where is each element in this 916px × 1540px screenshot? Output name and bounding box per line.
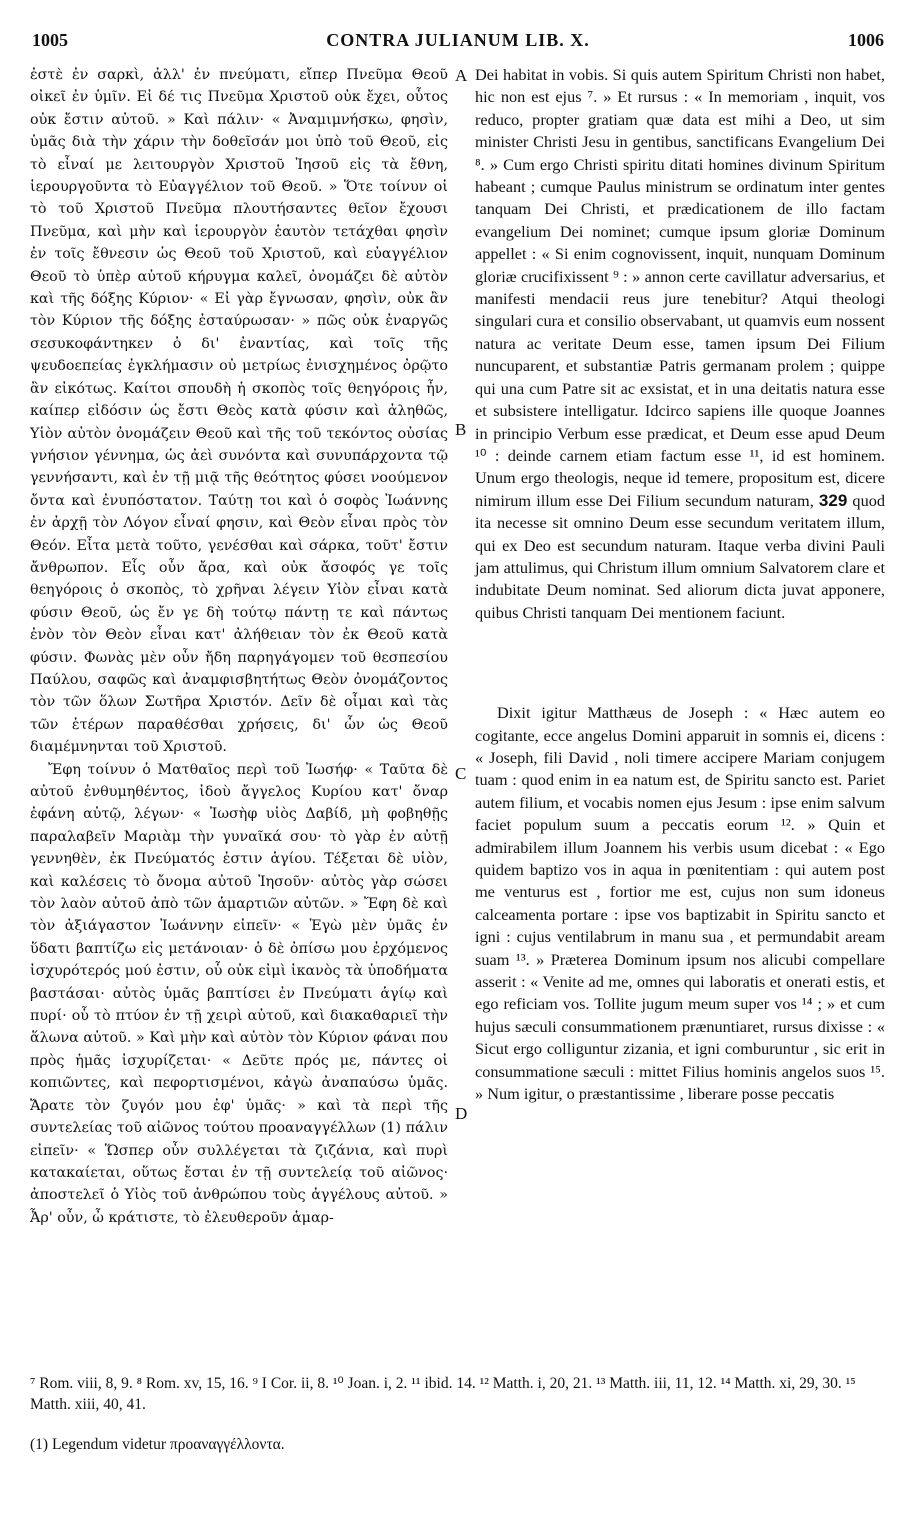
running-title: CONTRA JULIANUM LIB. X. — [326, 30, 590, 50]
latin-paragraph-1-part-b: quod ita necesse sit omnino Deum esse secundum veritatem illum, qui ex Deo est secundum naturam. Itaque verba divini Pauli jam attulimus, qui Christum illum omnium Salvatorem clare et indubitate Deum nominat. Sed aliorum dicta juvat apponere, quibus Christi tanquam Dei mentionem faciunt. — [475, 490, 885, 622]
margin-letter-b: B — [455, 420, 467, 439]
edition-page-number: 329 — [818, 490, 848, 510]
latin-paragraph-2: Dixit igitur Matthæus de Joseph : « Hæc autem eo cogitante, ecce angelus Domini apparuit in somnis ei, dicens : « Joseph, fili David , noli timere accipere Mariam conjugem tuam : quod enim in ea natum est, de Spiritu sancto est. Pariet autem filium, et vocabis nomen ejus Jesum : ipse enim salvum faciet populum suum a peccatis eorum ¹². » Quin et admirabilem illum Joannem his verbis usum dicebat : « Ego quidem baptizo vos in aqua in pœnitentiam : qui autem post me venturus est , fortior me est, cujus non sum idoneus calceamenta portare : ipse vos baptizabit in Spiritu sancto et igni : cujus ventilabrum in manu sua , et permundabit aream suam ¹³. » Præterea Dominum ipsum nos alicubi compellare asserit : « Venite ad me, omnes qui laboratis et onerati estis, et ego reficiam vos. Tollite jugum meum super vos ¹⁴ ; » et cum hujus sæculi consummationem prænuntiaret, rursus dixisse : « Sicut ergo colliguntur zizania, et igni comburuntur , sic erit in consummatione sæculi : mittet Filius hominis angelos suos ¹⁵. » Num igitur, o præstantissime , liberare posse peccatis — [475, 703, 885, 1104]
footnote-references: ⁷ Rom. viii, 8, 9. ⁸ Rom. xv, 15, 16. ⁹ I Cor. ii, 8. ¹⁰ Joan. i, 2. ¹¹ ibid. 14. ¹² Matth. i, 20, 21. ¹³ Matth. iii, 11, 12. ¹⁴ Matth. xi, 29, 30. ¹⁵ Matth. xiii, 40, 41. — [30, 1375, 856, 1413]
margin-letter-c: C — [455, 764, 467, 783]
latin-paragraph-1-part-a: Dei habitat in vobis. Si quis autem Spiritum Christi non habet, hic non est ejus ⁷. » Et rursus : « In memoriam , inquit, vos reduco, propter gratiam quæ data est mihi a Deo, ut sim minister Christi Jesu in gentibus, sanctificans Evangelium Dei ⁸. » Cum ergo Christi spiritu ditati homines divinum Spiritum habeant ; cumque Paulus ministrum se ordinatum inter gentes tanquam Dei Christi, et prædicationem de illo factam evangelium Dei nominet; cumque ipsum gloriæ Dominum appellet : « Si enim cognovissent, inquit, nunquam Dominum gloriæ crucifixissent ⁹ : » annon certe cavillatur adversarius, et manifesti mendacii reus jure tenebitur? Atqui theologi singulari cura et consilio observabant, ut quamvis eum nossent natura ac veritate Deum esse, tamen ipsum Dei Filium nuncuparent, et substantiæ Patris germanam prolem ; quippe qui una cum Patre sit ac exsistat, et in una deitatis natura esse et subsistere intelligatur. Idcirco sapiens ille quoque Joannes in principio Verbum esse prædicat, et Deum esse apud Deum ¹⁰ : deinde carnem etiam factum esse ¹¹, id est hominem. Unum ergo theologis, neque id temere, propositum est, dicere nimirum illum esse Dei Filium secundum naturam, — [475, 65, 885, 510]
page-number-left: 1005 — [32, 30, 68, 50]
greek-paragraph-1: ἐστὲ ἐν σαρκὶ, ἀλλ' ἐν πνεύματι, εἴπερ Πνεῦμα Θεοῦ οἰκεῖ ἐν ὑμῖν. Εἰ δέ τις Πνεῦμα Χριστοῦ οὐκ ἔχει, οὗτος οὐκ ἔστιν αὐτοῦ. » Καὶ πάλιν· « Ἀναμιμνήσκω, φησὶν, ὑμᾶς διὰ τὴν χάριν τὴν δοθεῖσάν μοι ὑπὸ τοῦ Θεοῦ, εἰς τὸ εἶναί με λειτουργὸν Χριστοῦ Ἰησοῦ εἰς τὰ ἔθνη, ἱερουργοῦντα τὸ Εὐαγγέλιον τοῦ Θεοῦ. » Ὅτε τοίνυν οἱ τὸ τοῦ Χριστοῦ Πνεῦμα πλουτήσαντες θεῖον ἔχουσι Πνεῦμα, καὶ μὴν καὶ ἱερουργὸν ἑαυτὸν τετάχθαι φησὶν ἐν τοῖς ἔθνεσιν ὡς Θεοῦ τοῦ Χριστοῦ, καὶ εὐαγγέλιον Θεοῦ τὸ ὑπὲρ αὐτοῦ κήρυγμα καλεῖ, ὀνομάζει δὲ αὐτὸν καὶ τῆς δόξης Κύριον· « Εἰ γὰρ ἔγνωσαν, φησὶν, οὐκ ἂν τὸν Κύριον τῆς δόξης ἐσταύρωσαν· » πῶς οὐκ ἐναργῶς σεσυκοφάντηκεν ὁ δι' ἐναντίας, καὶ τοῖς τῆς ψευδοεπείας ἐγκλήμασιν οὐ μετρίως ἐνισχημένος ὀρῷτο ἂν εἰκότως. Καίτοι σπουδὴ ἡ σκοπὸς τοῖς θεηγόροις ἦν, καίπερ εἰδόσιν ὡς ἔστι Θεὸς κατὰ φύσιν καὶ ἀληθῶς, Υἱὸν αὐτὸν ὀνομάζειν Θεοῦ καὶ τῆς τοῦ τεκόντος οὐσίας γνήσιον γέννημα, ὡς ἀεὶ συνόντα καὶ συνυπάρχοντα τῷ γεννήσαντι, καὶ ἐν τῇ μιᾷ τῆς θεότητος φύσει νοούμενον ὄντα καὶ ἐνυπόστατον. Ταύτῃ τοι καὶ ὁ σοφὸς Ἰωάννης ἐν ἀρχῇ τὸν Λόγον εἶναί φησιν, καὶ Θεὸν εἶναι πρὸς τὸν Θεόν. Εἶτα μετὰ τοῦτο, γενέσθαι καὶ σάρκα, τοῦτ' ἔστιν ἄνθρωπον. Εἷς οὖν ἄρα, καὶ οὐκ ἄσοφός γε τοῖς θεηγόροις ὁ σκοπὸς, τὸ χρῆναι λέγειν Υἱὸν εἶναι κατὰ φύσιν Θεοῦ, ὡς ἔν γε δὴ τούτῳ πάντῃ τε καὶ πάντως ἐνὸν τὸν Θεὸν εἶναι κατ' ἀλήθειαν τὸν ἐκ Θεοῦ κατὰ φύσιν. Φωνὰς μὲν οὖν ἤδη παρηγάγομεν τοῦ θεσπεσίου Παύλου, σαφῶς καὶ ἀναμφισβητήτως Θεὸν ὀνομάζοντος τὸν τῶν ὅλων Σωτῆρα Χριστόν. Δεῖν δὲ οἶμαι καὶ τὰς τῶν ἑτέρων παραθέσθαι χρήσεις, δι' ὧν ὡς Θεοῦ διαμέμνηνται τοῦ Χριστοῦ. — [30, 67, 448, 756]
margin-letter-d: D — [455, 1104, 468, 1123]
greek-column — [30, 64, 448, 1229]
margin-letter-a: A — [455, 66, 468, 85]
footnote-1: (1) Legendum videtur προαναγγέλλοντα. — [30, 1436, 285, 1453]
latin-column — [475, 64, 885, 1105]
page-header — [32, 30, 884, 56]
latin-paragraph-1 — [475, 64, 885, 624]
greek-paragraph-2: Ἔφη τοίνυν ὁ Ματθαῖος περὶ τοῦ Ἰωσήφ· « Ταῦτα δὲ αὐτοῦ ἐνθυμηθέντος, ἰδοὺ ἄγγελος Κυρίου κατ' ὄναρ ἐφάνη αὐτῷ, λέγων· « Ἰωσὴφ υἱὸς Δαβίδ, μὴ φοβηθῇς παραλαβεῖν Μαριὰμ τὴν γυναῖκά σου· τὸ γὰρ ἐν αὐτῇ γεννηθὲν, ἐκ Πνεύματός ἐστιν ἁγίου. Τέξεται δὲ υἱὸν, καὶ καλέσεις τὸ ὄνομα αὐτοῦ Ἰησοῦν· αὐτὸς γὰρ σώσει τὸν λαὸν αὐτοῦ ἀπὸ τῶν ἁμαρτιῶν αὐτῶν. » Ἔφη δὲ καὶ τὸν ἀξιάγαστον Ἰωάννην εἰπεῖν· « Ἐγὼ μὲν ὑμᾶς ἐν ὕδατι βαπτίζω εἰς μετάνοιαν· ὁ δὲ ὀπίσω μου ἐρχόμενος ἰσχυρότερός μού ἐστιν, οὗ οὐκ εἰμὶ ἱκανὸς τὰ ὑποδήματα βαστάσαι· αὐτὸς ὑμᾶς βαπτίσει ἐν Πνεύματι ἁγίῳ καὶ πυρί· οὗ τὸ πτύον ἐν τῇ χειρὶ αὐτοῦ, καὶ διακαθαριεῖ τὴν ἅλωνα αὐτοῦ. » Καὶ μὴν καὶ αὐτὸν τὸν Κύριον φάναι που πρὸς ἡμᾶς ἰσχυρίζεται· « Δεῦτε πρός με, πάντες οἱ κοπιῶντες, καὶ πεφορτισμένοι, κἀγὼ ἀναπαύσω ὑμᾶς. Ἄρατε τὸν ζυγόν μου ἐφ' ὑμᾶς· » καὶ τὰ περὶ τῆς συντελείας τοῦ αἰῶνος τούτου προαναγγέλλων (1) πάλιν εἰπεῖν· « Ὥσπερ οὖν συλλέγεται τὰ ζιζάνια, καὶ πυρὶ κατακαίεται, οὕτως ἔσται ἐν τῇ συντελείᾳ τοῦ αἰῶνος· ἀποστελεῖ ὁ Υἱὸς τοῦ ἀνθρώπου τοὺς ἀγγέλους αὐτοῦ. » Ἆρ' οὖν, ὦ κράτιστε, τὸ ἐλευθεροῦν ἁμαρ- — [30, 761, 448, 1226]
page-number-right: 1006 — [848, 30, 884, 50]
